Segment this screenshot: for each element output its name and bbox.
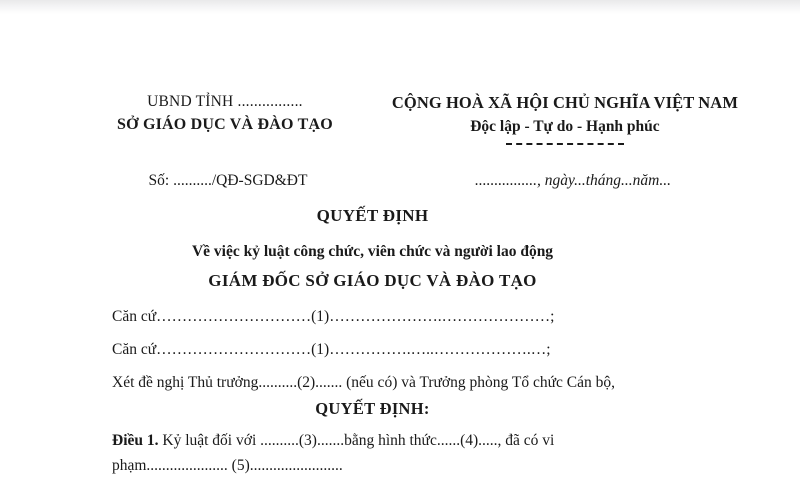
issuing-authority-block	[58, 92, 392, 145]
document-subject: Về việc kỷ luật công chức, viên chức và người lao động	[191, 243, 554, 260]
preamble-line: Căn cứ…………………………(1)………………….…………………;	[112, 308, 555, 325]
article-text: Kỷ luật đối với ..........(3).......bằng hình thức......(4)....., đã có vi	[162, 432, 555, 449]
article-paragraph	[112, 428, 690, 453]
preamble-line: Xét đề nghị Thủ trưởng..........(2)....... (nếu có) và Trưởng phòng Tổ chức Cán bộ,	[112, 374, 615, 391]
national-motto: Độc lập - Tự do - Hạnh phúc	[470, 118, 660, 136]
article-block	[112, 428, 690, 478]
document-number: Số: ........../QĐ-SGD&ĐT	[148, 172, 308, 189]
decision-heading: QUYẾT ĐỊNH:	[315, 399, 430, 418]
national-heading-block	[392, 92, 738, 145]
document-title: QUYẾT ĐỊNH	[316, 206, 429, 225]
issuing-officer-title: GIÁM ĐỐC SỞ GIÁO DỤC VÀ ĐÀO TẠO	[208, 271, 537, 290]
document-header	[0, 92, 800, 145]
preamble-block	[112, 306, 690, 405]
number-and-date-row	[0, 172, 800, 190]
scan-shadow-band	[0, 0, 800, 14]
department-of-education-label: SỞ GIÁO DỤC VÀ ĐÀO TẠO	[117, 115, 333, 133]
place-and-date: ................, ngày...tháng...năm...	[475, 172, 671, 189]
national-title: CỘNG HOÀ XÃ HỘI CHỦ NGHĨA VIỆT NAM	[391, 93, 738, 112]
preamble-line: Căn cứ…………………………(1)…………….…..……………….…;	[112, 341, 551, 358]
motto-divider	[506, 143, 624, 145]
article-label: Điều 1.	[112, 432, 159, 449]
province-people-committee-label: UBND TỈNH ................	[147, 93, 303, 110]
article-continuation: phạm..................... (5)........................	[112, 457, 343, 475]
